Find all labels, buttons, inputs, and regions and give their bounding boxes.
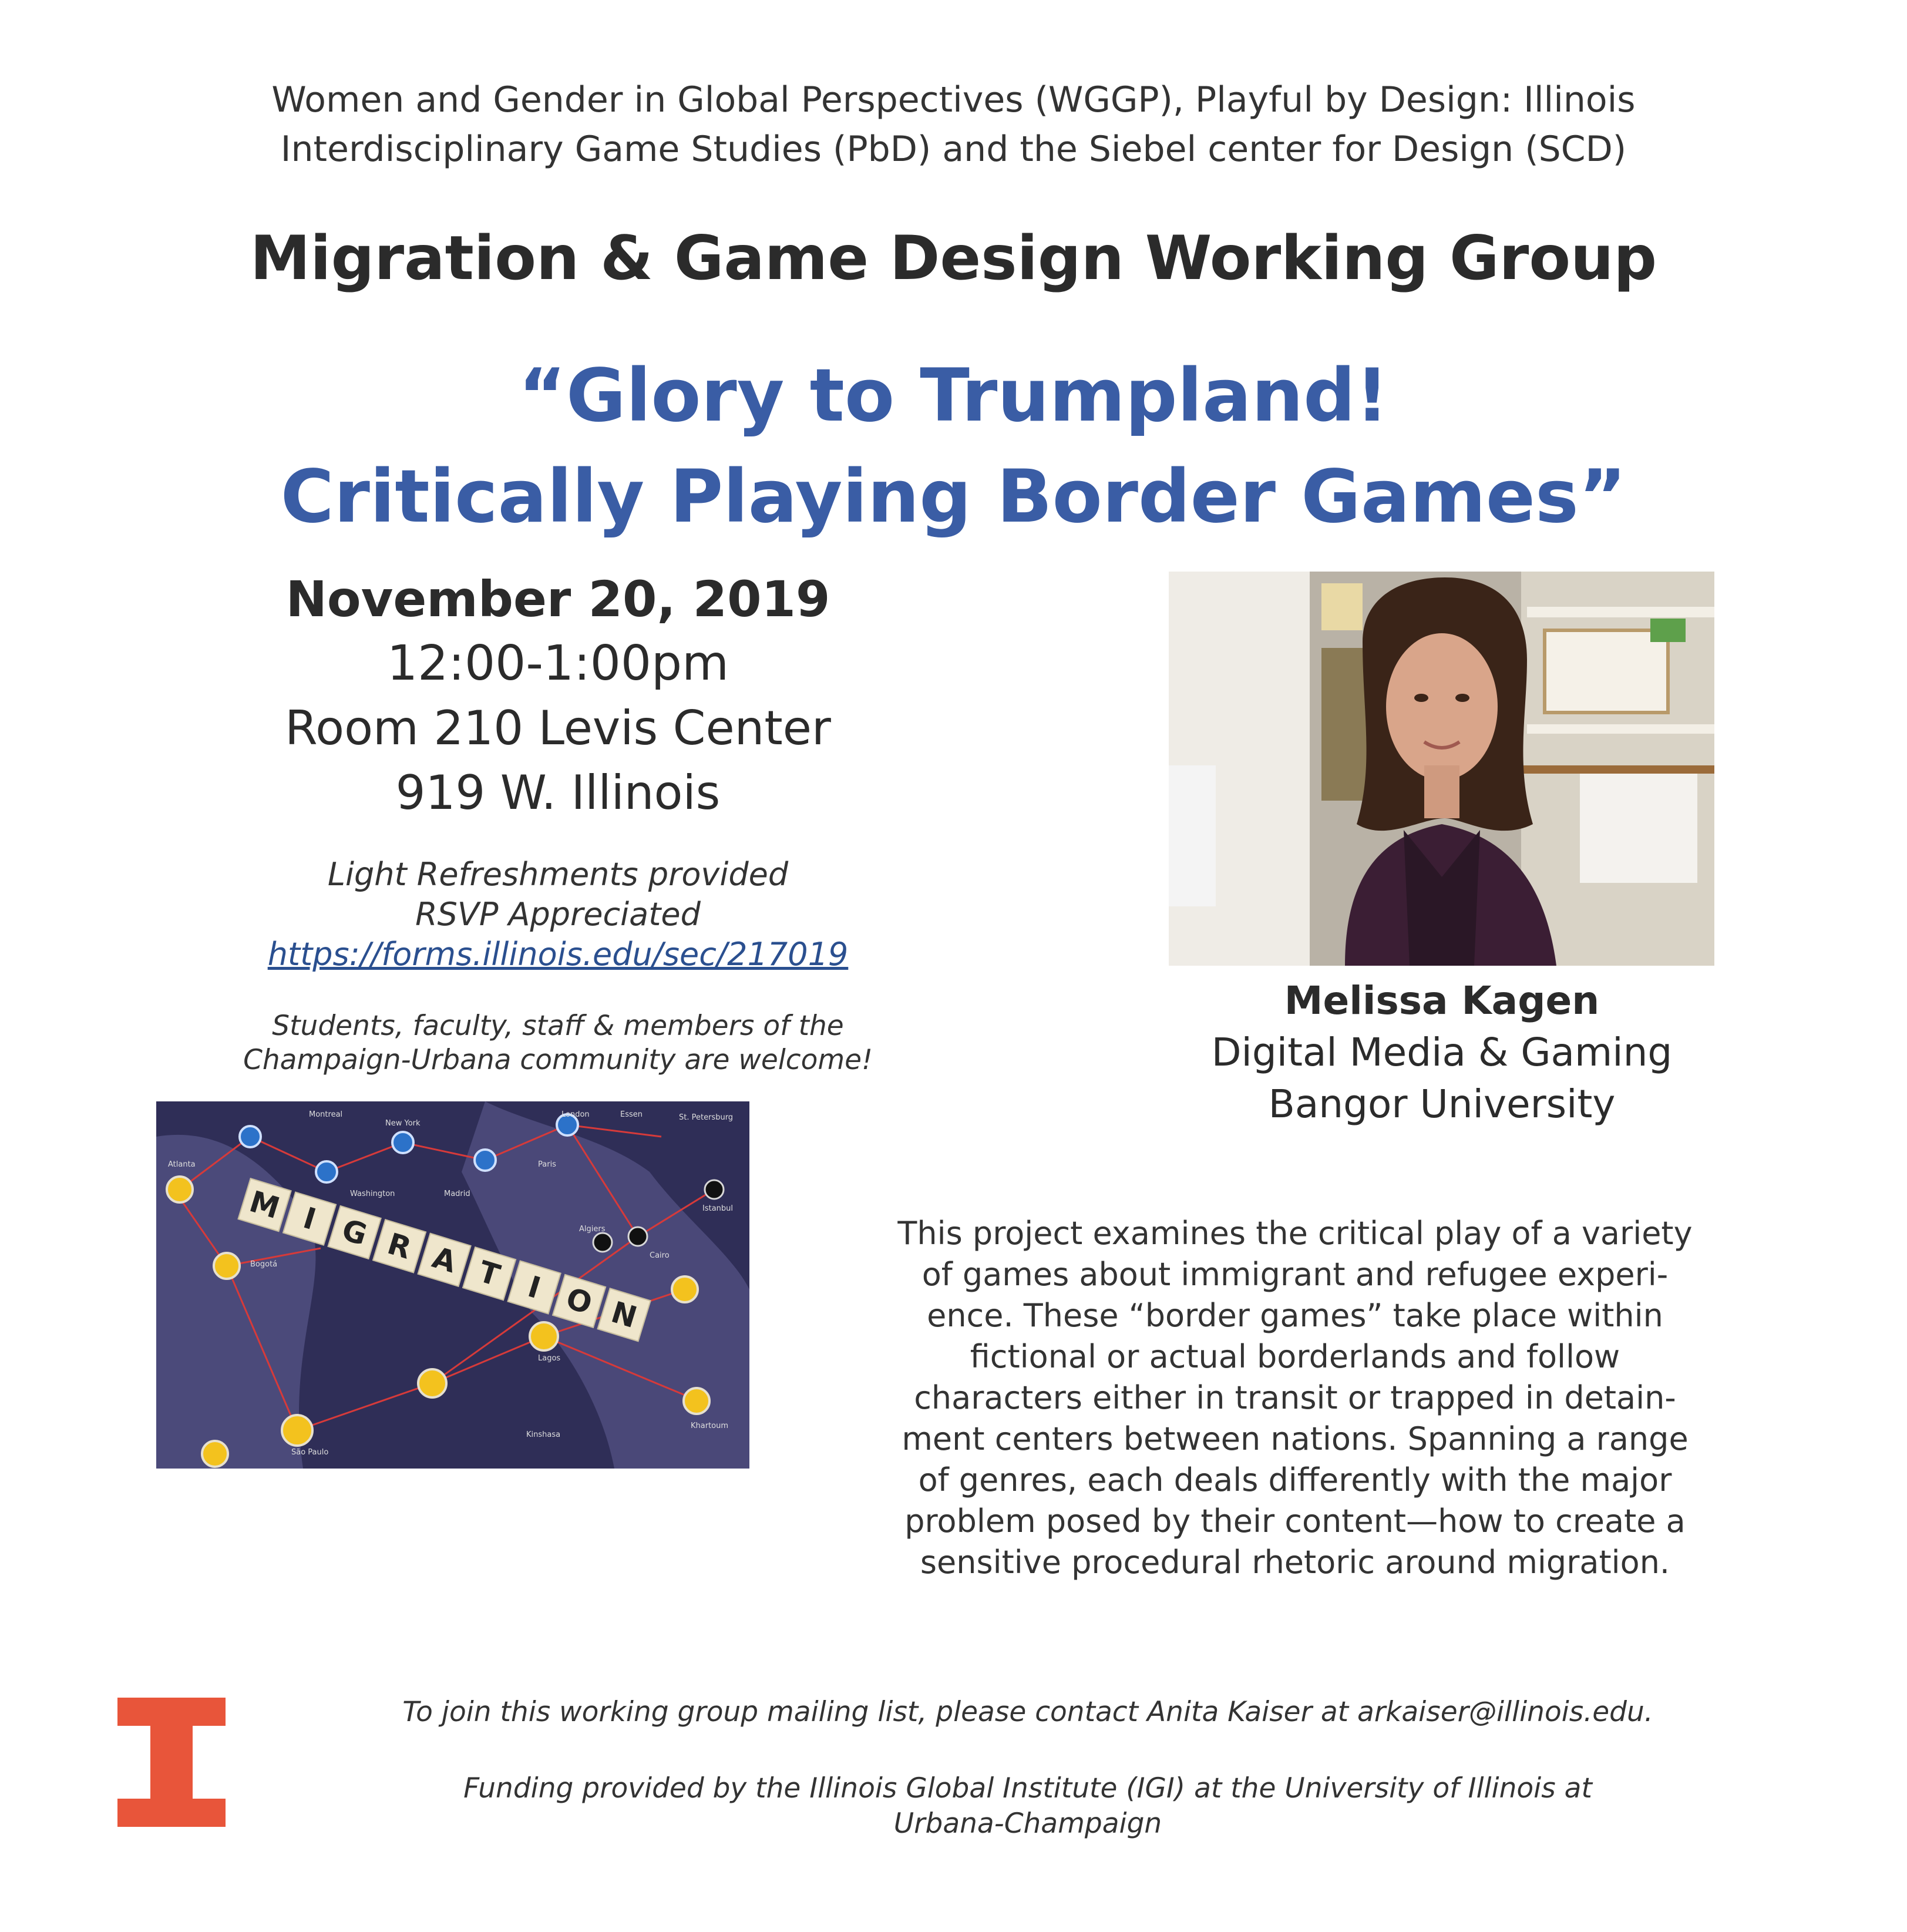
tile: I xyxy=(282,1191,337,1245)
funding-line-2: Urbana-Champaign xyxy=(893,1807,1162,1840)
event-time: 12:00-1:00pm xyxy=(387,636,729,691)
speaker-university: Bangor University xyxy=(1268,1081,1616,1127)
event-notes xyxy=(141,855,975,975)
map-label: Bogotá xyxy=(250,1260,278,1269)
map-label: Montreal xyxy=(309,1110,343,1119)
map-label: Khartoum xyxy=(691,1422,729,1430)
map-label: Algiers xyxy=(579,1225,606,1234)
talk-title xyxy=(0,345,1907,547)
tile: T xyxy=(462,1246,516,1301)
tile: R xyxy=(372,1219,426,1273)
sponsors-line-2: Interdisciplinary Game Studies (PbD) and the Siebel center for Design (SCD) xyxy=(280,129,1627,170)
abstract-line: sensitive procedural rhetoric around migration. xyxy=(920,1544,1670,1581)
funding-line-1: Funding provided by the Illinois Global Institute (IGI) at the University of Illinois at xyxy=(463,1772,1592,1805)
map-label: Paris xyxy=(538,1160,556,1169)
map-label: St. Petersburg xyxy=(679,1113,734,1122)
map-label: New York xyxy=(385,1119,421,1128)
project-abstract xyxy=(840,1213,1750,1583)
speaker-name: Melissa Kagen xyxy=(1284,978,1600,1023)
speaker-photo xyxy=(1169,572,1714,966)
footer xyxy=(264,1695,1791,1842)
group-title: Migration & Game Design Working Group xyxy=(250,223,1657,294)
abstract-line: of genres, each deals differently with the major xyxy=(918,1461,1672,1498)
tile: N xyxy=(597,1288,651,1342)
abstract-line: ence. These “border games” take place within xyxy=(927,1297,1663,1334)
welcome-note xyxy=(141,1009,975,1077)
welcome-line-1: Students, faculty, staff & members of the xyxy=(272,1010,844,1042)
talk-title-line-2: Critically Playing Border Games” xyxy=(280,455,1627,539)
tile: A xyxy=(417,1233,471,1287)
sponsors-header xyxy=(0,75,1907,174)
abstract-line: of games about immigrant and refugee experi- xyxy=(921,1256,1669,1293)
refreshments-note: Light Refreshments provided xyxy=(327,856,789,893)
rsvp-note: RSVP Appreciated xyxy=(415,896,701,933)
event-date: November 20, 2019 xyxy=(285,570,830,628)
map-label: Washington xyxy=(350,1190,395,1198)
map-label: Atlanta xyxy=(168,1160,196,1169)
tile: G xyxy=(327,1205,381,1259)
speaker-info xyxy=(1104,975,1780,1130)
abstract-line: problem posed by their content—how to create a xyxy=(904,1503,1686,1540)
tile: I xyxy=(507,1260,561,1314)
illinois-block-i-logo xyxy=(117,1698,226,1827)
speaker-photo-illustration xyxy=(1169,572,1714,966)
event-address: 919 W. Illinois xyxy=(395,765,721,820)
map-label: Kinshasa xyxy=(526,1430,561,1439)
mailing-list-note: To join this working group mailing list, please contact Anita Kaiser at arkaiser@illinois.edu. xyxy=(402,1696,1653,1728)
map-label: Istanbul xyxy=(702,1204,734,1213)
map-label: Essen xyxy=(620,1110,643,1119)
map-label: Madrid xyxy=(444,1190,470,1198)
rsvp-link[interactable]: https://forms.illinois.edu/sec/217019 xyxy=(267,936,849,973)
speaker-department: Digital Media & Gaming xyxy=(1211,1030,1673,1075)
tile: O xyxy=(552,1274,606,1328)
map-label: Cairo xyxy=(650,1251,670,1260)
welcome-line-2: Champaign-Urbana community are welcome! xyxy=(243,1044,873,1076)
map-label: London xyxy=(561,1110,590,1119)
abstract-line: fictional or actual borderlands and follow xyxy=(970,1338,1620,1375)
event-info xyxy=(141,567,975,825)
abstract-line: This project examines the critical play of a variety xyxy=(897,1215,1693,1252)
talk-title-line-1: “Glory to Trumpland! xyxy=(518,354,1389,438)
sponsors-line-1: Women and Gender in Global Perspectives (WGGP), Playful by Design: Illinois xyxy=(271,79,1636,120)
migration-board-image xyxy=(156,1101,749,1469)
tile: M xyxy=(237,1178,291,1232)
block-i-icon xyxy=(117,1698,226,1827)
abstract-line: ment centers between nations. Spanning a range xyxy=(902,1420,1689,1457)
map-label: Lagos xyxy=(538,1354,561,1363)
event-room: Room 210 Levis Center xyxy=(285,701,831,755)
map-label: São Paulo xyxy=(291,1448,329,1457)
abstract-line: characters either in transit or trapped in detain- xyxy=(914,1379,1676,1416)
